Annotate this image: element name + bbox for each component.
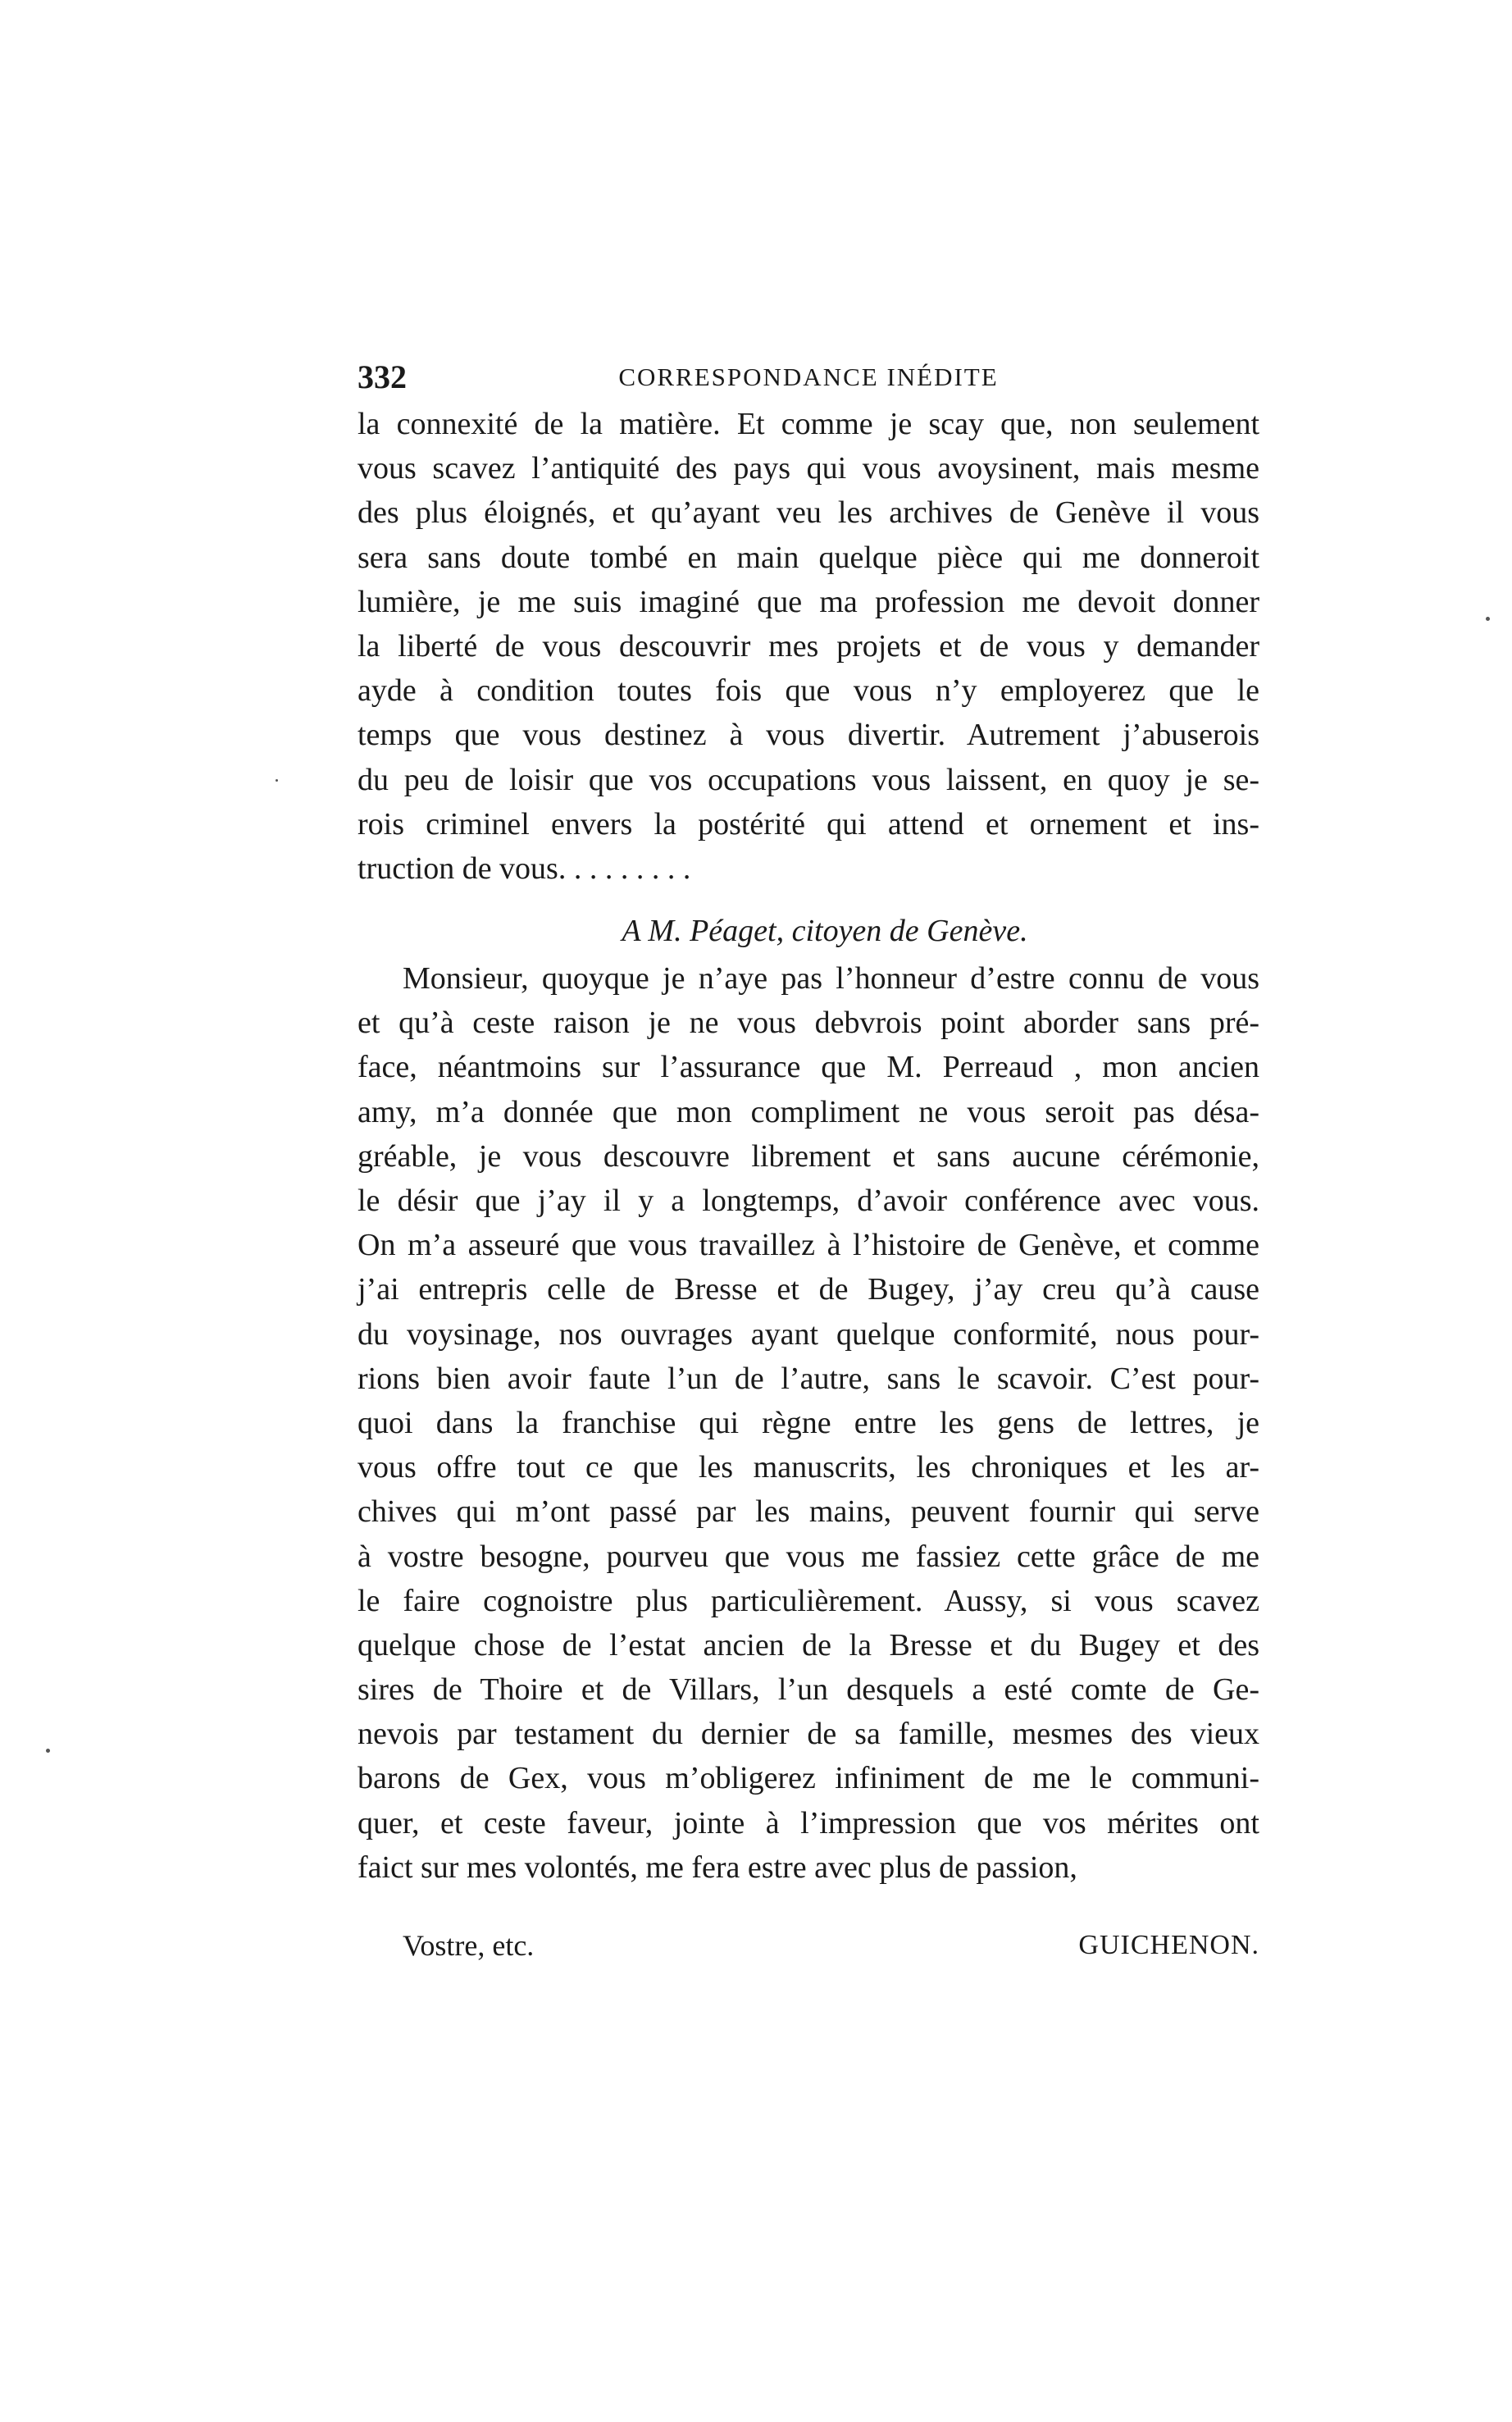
text-line: faict sur mes volontés, me fera estre avec plus de passion,: [358, 1850, 1077, 1885]
scan-speck: [276, 779, 278, 782]
text-line: ayde à condition toutes fois que vous n’y employerez que le: [358, 673, 1259, 709]
text-line: rois criminel envers la postérité qui attend et ornement et ins-: [358, 806, 1259, 842]
running-head: CORRESPONDANCE INÉDITE: [618, 363, 999, 391]
closing-salutation: Vostre, etc.: [403, 1929, 535, 1962]
text-line: le désir que j’ay il y a longtemps, d’avoir conférence avec vous.: [358, 1184, 1259, 1218]
text-line: le faire cognoistre plus particulièrement. Aussy, si vous scavez: [358, 1583, 1259, 1618]
text-line: Monsieur, quoyque je n’aye pas l’honneur d’estre connu de vous: [403, 961, 1259, 997]
text-line: quer, et ceste faveur, jointe à l’impression que vos mérites ont: [358, 1805, 1259, 1840]
text-line: des plus éloignés, et qu’ayant veu les archives de Genève il vous: [358, 495, 1259, 531]
text-line: sires de Thoire et de Villars, l’un desquels a esté comte de Ge-: [358, 1672, 1259, 1708]
text-line: et qu’à ceste raison je ne vous debvrois point aborder sans pré-: [358, 1006, 1259, 1041]
page-header: [358, 353, 1259, 402]
text-line: la connexité de la matière. Et comme je scay que, non seulement: [358, 407, 1259, 441]
text-line: barons de Gex, vous m’obligerez infiniment de me le communi-: [358, 1761, 1259, 1796]
letter-addressee: A M. Péaget, citoyen de Genève.: [622, 914, 1028, 949]
scan-speck: [1486, 617, 1490, 621]
text-line: sera sans doute tombé en main quelque pièce qui me donneroit: [358, 540, 1259, 575]
text-line: quoi dans la franchise qui règne entre les gens de lettres, je: [358, 1405, 1259, 1440]
paragraph-continued: [358, 402, 1259, 891]
text-line: la liberté de vous descouvrir mes projets et de vous y demander: [358, 628, 1259, 664]
text-line: truction de vous. . . . . . . . .: [358, 851, 691, 886]
text-line: amy, m’a donnée que mon compliment ne vous seroit pas désa-: [358, 1094, 1259, 1129]
text-line: gréable, je vous descouvre librement et sans aucune cérémonie,: [358, 1138, 1259, 1174]
text-line: face, néantmoins sur l’assurance que M. Perreaud , mon ancien: [358, 1050, 1259, 1085]
text-line: rions bien avoir faute l’un de l’autre, sans le scavoir. C’est pour-: [358, 1361, 1259, 1396]
text-line: vous offre tout ce que les manuscrits, les chroniques et les ar-: [358, 1450, 1259, 1485]
page-number: 332: [358, 358, 407, 395]
text-line: temps que vous destinez à vous divertir. Autrement j’abuserois: [358, 718, 1259, 753]
text-line: du voysinage, nos ouvrages ayant quelque conformité, nous pour-: [358, 1316, 1259, 1352]
text-line: vous scavez l’antiquité des pays qui vous avoysinent, mais mesme: [358, 451, 1259, 486]
letter-closing: [358, 1921, 1259, 1970]
page-content: [358, 353, 1259, 1970]
text-line: chives qui m’ont passé par les mains, peuvent fournir qui serve: [358, 1494, 1259, 1530]
text-line: j’ai entrepris celle de Bresse et de Bugey, j’ay creu qu’à cause: [358, 1272, 1259, 1307]
text-line: à vostre besogne, pourveu que vous me fassiez cette grâce de me: [358, 1539, 1259, 1574]
text-line: nevois par testament du dernier de sa famille, mesmes des vieux: [358, 1717, 1259, 1752]
signature: GUICHENON.: [1078, 1930, 1259, 1960]
scan-speck: [46, 1749, 50, 1753]
text-line: lumière, je me suis imaginé que ma profession me devoit donner: [358, 584, 1259, 619]
text-line: quelque chose de l’estat ancien de la Bresse et du Bugey et des: [358, 1627, 1259, 1663]
text-line: du peu de loisir que vos occupations vous laissent, en quoy je se-: [358, 762, 1259, 797]
text-line: On m’a asseuré que vous travaillez à l’histoire de Genève, et comme: [358, 1228, 1259, 1263]
letter-body: [358, 956, 1259, 1890]
